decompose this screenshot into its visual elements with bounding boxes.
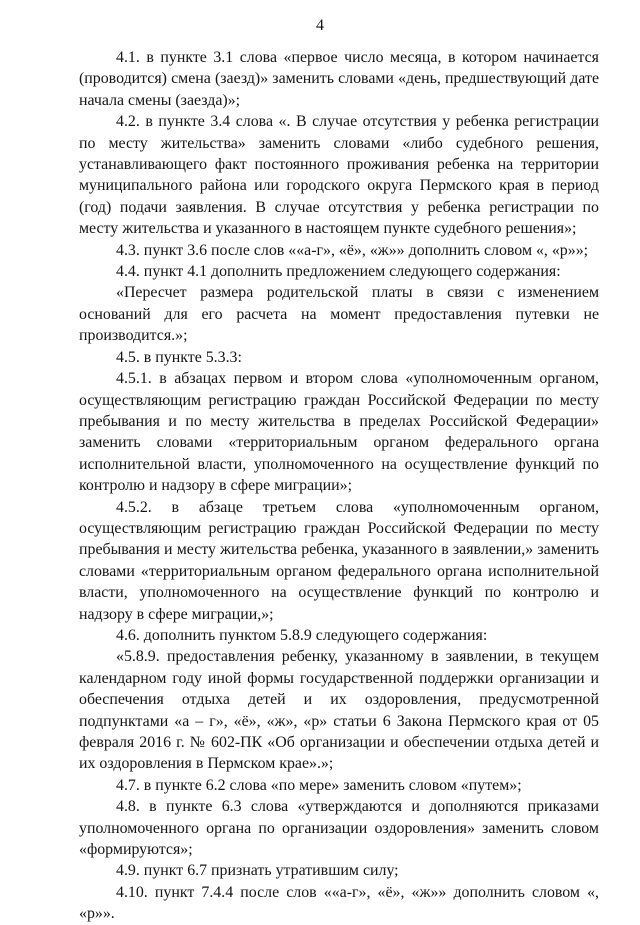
paragraph-4-3: 4.3. пункт 3.6 после слов ««а-г», «ё», «ж»» дополнить словом «, «р»»; [116, 241, 589, 259]
paragraph-4-6-quote: «5.8.9. предоставления ребенку, указанному в заявлении, в текущем календарном году иной формы государственной поддержки организации и обеспечения отдыха детей и их оздоровления, предусмотренной подпунктами «а – г», «ё», «ж», «р» статьи 6 Закона Пермского края от 05 февраля 2016 г. № 602-ПК «Об организации и обеспечении отдыха детей и их оздоровления в Пермском крае».»; [79, 648, 599, 773]
paragraph-4-1: 4.1. в пункте 3.1 слова «первое число месяца, в котором начинается (проводится) смена (заезд)» заменить словами «день, предшествующий дате начала смены (заезда)»; [79, 49, 599, 109]
paragraph-4-10: 4.10. пункт 7.4.4 после слов ««а-г», «ё», «ж»» дополнить словом «, «р»». [79, 883, 599, 923]
paragraph-4-5-2: 4.5.2. в абзаце третьем слова «уполномоченным органом, осуществляющим регистрацию граждан Российской Федерации по месту пребывания и месту жительства ребенка, указанного в заявлении,» заменить словами «территориальным органом федерального органа исполнительной власти, уполномоченного на осуществление функций по контролю и надзору в сфере миграции,»; [79, 498, 599, 623]
paragraph-4-8: 4.8. в пункте 6.3 слова «утверждаются и дополняются приказами уполномоченного органа по организации оздоровления» заменить словом «формируются»; [79, 798, 599, 859]
paragraph-4-2: 4.2. в пункте 3.4 слова «. В случае отсутствия у ребенка регистрации по месту жительства» заменить словами «либо судебного решения, устанавливающего факт постоянного проживания ребенка на территории муниципального района или городского округа Пермского края в период (год) подачи заявления. В случае отсутствия у ребенка регистрации по месту жительства и указанного в настоящем пункте судебного решения»; [79, 113, 599, 238]
page-number: 4 [316, 17, 324, 34]
paragraph-4-6: 4.6. дополнить пунктом 5.8.9 следующего содержания: [116, 626, 488, 644]
paragraph-4-5-1: 4.5.1. в абзацах первом и втором слова «уполномоченным органом, осуществляющим регистрацию граждан Российской Федерации по месту пребывания и по месту жительства в пределах Российской Федерации» заменить словами «территориальным органом федерального органа исполнительной власти, уполномоченного на осуществление функций по контролю и надзору в сфере миграции»; [79, 370, 599, 495]
paragraph-4-4-quote: «Пересчет размера родительской платы в связи с изменением оснований для его расчета на момент предоставления путевки не производится.»; [79, 284, 599, 345]
paragraph-4-5: 4.5. в пункте 5.3.3: [116, 348, 242, 366]
document-body [79, 47, 599, 925]
paragraph-4-4: 4.4. пункт 4.1 дополнить предложением следующего содержания: [116, 263, 561, 281]
paragraph-4-9: 4.9. пункт 6.7 признать утратившим силу; [116, 862, 399, 880]
paragraph-4-7: 4.7. в пункте 6.2 слова «по мере» заменить словом «путем»; [116, 776, 522, 794]
